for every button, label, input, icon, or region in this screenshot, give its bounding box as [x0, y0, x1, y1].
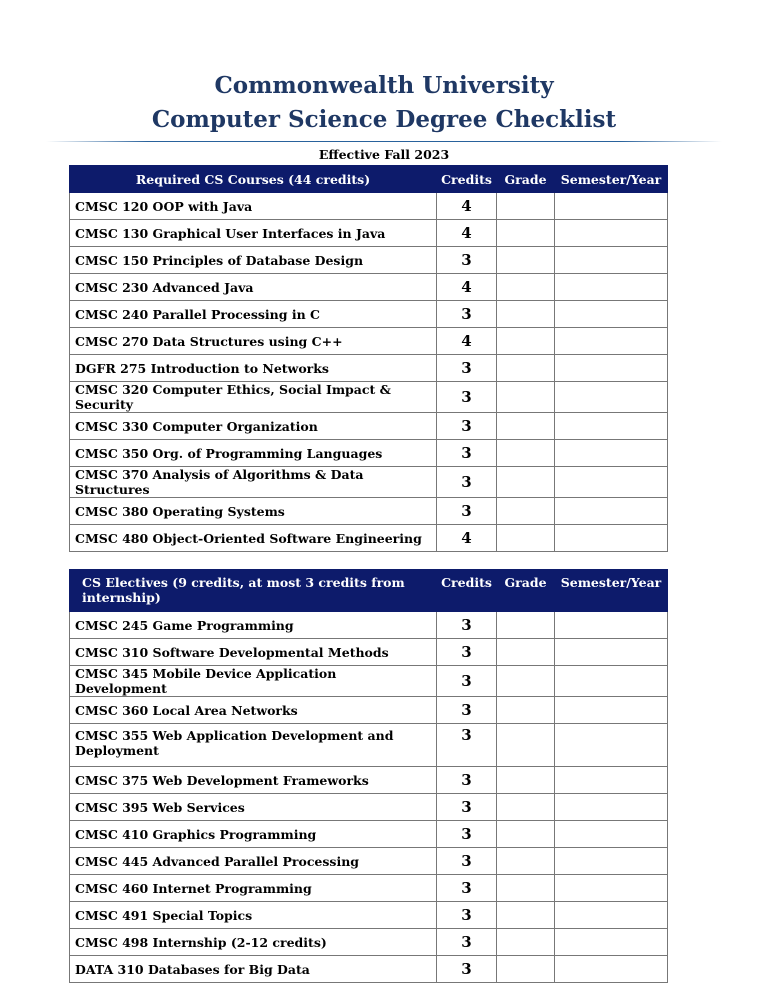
- required-courses-table: [69, 165, 668, 552]
- semester-year-cell[interactable]: [555, 666, 668, 697]
- course-name: CMSC 395 Web Services: [70, 794, 437, 821]
- course-name: CMSC 320 Computer Ethics, Social Impact & Security: [70, 382, 437, 413]
- course-name: CMSC 380 Operating Systems: [70, 498, 437, 525]
- table-row: [70, 929, 668, 956]
- grade-cell[interactable]: [497, 848, 555, 875]
- semester-year-cell[interactable]: [555, 767, 668, 794]
- grade-cell[interactable]: [497, 413, 555, 440]
- required-courses-body: [70, 193, 668, 552]
- elective-courses-body: [70, 612, 668, 983]
- grade-cell[interactable]: [497, 382, 555, 413]
- course-credits: 3: [437, 666, 497, 697]
- course-name: CMSC 491 Special Topics: [70, 902, 437, 929]
- grade-cell[interactable]: [497, 301, 555, 328]
- table-row: [70, 382, 668, 413]
- table-row: [70, 724, 668, 767]
- table-row: [70, 525, 668, 552]
- table-row: [70, 467, 668, 498]
- grade-cell[interactable]: [497, 724, 555, 767]
- grade-cell[interactable]: [497, 956, 555, 983]
- semester-year-cell[interactable]: [555, 956, 668, 983]
- course-name: CMSC 360 Local Area Networks: [70, 697, 437, 724]
- grade-column-header: Grade: [497, 570, 555, 612]
- course-name: CMSC 410 Graphics Programming: [70, 821, 437, 848]
- course-credits: 3: [437, 440, 497, 467]
- course-name: CMSC 130 Graphical User Interfaces in Java: [70, 220, 437, 247]
- course-name: CMSC 270 Data Structures using C++: [70, 328, 437, 355]
- table-row: [70, 301, 668, 328]
- course-credits: 4: [437, 328, 497, 355]
- course-name: CMSC 480 Object-Oriented Software Engineering: [70, 525, 437, 552]
- course-credits: 4: [437, 220, 497, 247]
- table-row: [70, 498, 668, 525]
- course-name: CMSC 498 Internship (2-12 credits): [70, 929, 437, 956]
- table-row: [70, 220, 668, 247]
- course-credits: 3: [437, 612, 497, 639]
- grade-cell[interactable]: [497, 902, 555, 929]
- course-credits: 3: [437, 902, 497, 929]
- table-row: [70, 767, 668, 794]
- semester-year-cell[interactable]: [555, 875, 668, 902]
- credits-column-header: Credits: [437, 166, 497, 193]
- course-credits: 3: [437, 848, 497, 875]
- course-name: DGFR 275 Introduction to Networks: [70, 355, 437, 382]
- table-row: [70, 794, 668, 821]
- semester-year-cell[interactable]: [555, 525, 668, 552]
- credits-column-header: Credits: [437, 570, 497, 612]
- semester-year-cell[interactable]: [555, 328, 668, 355]
- course-credits: 3: [437, 697, 497, 724]
- table-row: [70, 413, 668, 440]
- grade-cell[interactable]: [497, 193, 555, 220]
- semester-year-cell[interactable]: [555, 440, 668, 467]
- grade-cell[interactable]: [497, 794, 555, 821]
- grade-cell[interactable]: [497, 929, 555, 956]
- course-name: CMSC 355 Web Application Development and Deployment: [70, 724, 437, 767]
- elective-courses-table: [69, 569, 668, 983]
- table-row: [70, 956, 668, 983]
- course-name: CMSC 240 Parallel Processing in C: [70, 301, 437, 328]
- grade-cell[interactable]: [497, 498, 555, 525]
- course-name: CMSC 150 Principles of Database Design: [70, 247, 437, 274]
- table-row: [70, 440, 668, 467]
- grade-column-header: Grade: [497, 166, 555, 193]
- electives-heading: CS Electives (9 credits, at most 3 credits from internship): [70, 570, 437, 612]
- course-credits: 3: [437, 498, 497, 525]
- grade-cell[interactable]: [497, 697, 555, 724]
- semester-year-cell[interactable]: [555, 193, 668, 220]
- course-credits: 3: [437, 382, 497, 413]
- semester-year-cell[interactable]: [555, 301, 668, 328]
- semester-year-cell[interactable]: [555, 220, 668, 247]
- table-row: [70, 666, 668, 697]
- grade-cell[interactable]: [497, 355, 555, 382]
- semester-year-cell[interactable]: [555, 794, 668, 821]
- table-row: [70, 639, 668, 666]
- semester-year-cell[interactable]: [555, 848, 668, 875]
- grade-cell[interactable]: [497, 467, 555, 498]
- required-heading: Required CS Courses (44 credits): [70, 166, 437, 193]
- semester-year-cell[interactable]: [555, 355, 668, 382]
- course-name: CMSC 460 Internet Programming: [70, 875, 437, 902]
- semester-year-cell[interactable]: [555, 413, 668, 440]
- semester-year-cell[interactable]: [555, 724, 668, 767]
- semester-year-cell[interactable]: [555, 274, 668, 301]
- table-row: [70, 193, 668, 220]
- required-header-row: [70, 166, 668, 193]
- table-row: [70, 875, 668, 902]
- table-row: [70, 821, 668, 848]
- course-credits: 3: [437, 767, 497, 794]
- semester-year-cell[interactable]: [555, 821, 668, 848]
- course-name: CMSC 445 Advanced Parallel Processing: [70, 848, 437, 875]
- course-name: CMSC 330 Computer Organization: [70, 413, 437, 440]
- course-name: CMSC 350 Org. of Programming Languages: [70, 440, 437, 467]
- semester-year-cell[interactable]: [555, 902, 668, 929]
- table-row: [70, 328, 668, 355]
- course-credits: 4: [437, 193, 497, 220]
- grade-cell[interactable]: [497, 525, 555, 552]
- course-name: CMSC 245 Game Programming: [70, 612, 437, 639]
- grade-cell[interactable]: [497, 612, 555, 639]
- table-row: [70, 247, 668, 274]
- effective-date: Effective Fall 2023: [318, 147, 450, 162]
- grade-cell[interactable]: [497, 821, 555, 848]
- course-credits: 3: [437, 467, 497, 498]
- semester-year-cell[interactable]: [555, 467, 668, 498]
- semester-year-cell[interactable]: [555, 382, 668, 413]
- course-credits: 4: [437, 274, 497, 301]
- grade-cell[interactable]: [497, 220, 555, 247]
- semester-year-cell[interactable]: [555, 498, 668, 525]
- semester-year-cell[interactable]: [555, 929, 668, 956]
- university-name: Commonwealth University: [214, 72, 554, 99]
- semester-year-cell[interactable]: [555, 612, 668, 639]
- title-divider: [46, 141, 722, 142]
- course-credits: 3: [437, 413, 497, 440]
- table-row: [70, 274, 668, 301]
- course-name: CMSC 310 Software Developmental Methods: [70, 639, 437, 666]
- table-row: [70, 612, 668, 639]
- semester-year-cell[interactable]: [555, 247, 668, 274]
- semester-year-cell[interactable]: [555, 639, 668, 666]
- grade-cell[interactable]: [497, 247, 555, 274]
- electives-header-row: [70, 570, 668, 612]
- semester-column-header: Semester/Year: [555, 570, 668, 612]
- course-name: CMSC 375 Web Development Frameworks: [70, 767, 437, 794]
- table-row: [70, 355, 668, 382]
- course-credits: 3: [437, 724, 497, 767]
- course-credits: 3: [437, 956, 497, 983]
- grade-cell[interactable]: [497, 328, 555, 355]
- table-row: [70, 902, 668, 929]
- course-credits: 3: [437, 875, 497, 902]
- grade-cell[interactable]: [497, 767, 555, 794]
- grade-cell[interactable]: [497, 666, 555, 697]
- course-name: DATA 310 Databases for Big Data: [70, 956, 437, 983]
- page-title: Computer Science Degree Checklist: [151, 106, 617, 133]
- course-name: CMSC 120 OOP with Java: [70, 193, 437, 220]
- course-credits: 4: [437, 525, 497, 552]
- grade-cell[interactable]: [497, 274, 555, 301]
- grade-cell[interactable]: [497, 440, 555, 467]
- table-row: [70, 848, 668, 875]
- grade-cell[interactable]: [497, 875, 555, 902]
- semester-column-header: Semester/Year: [555, 166, 668, 193]
- course-credits: 3: [437, 929, 497, 956]
- table-row: [70, 697, 668, 724]
- course-credits: 3: [437, 639, 497, 666]
- course-credits: 3: [437, 821, 497, 848]
- semester-year-cell[interactable]: [555, 697, 668, 724]
- course-credits: 3: [437, 355, 497, 382]
- course-credits: 3: [437, 794, 497, 821]
- course-credits: 3: [437, 301, 497, 328]
- course-name: CMSC 230 Advanced Java: [70, 274, 437, 301]
- course-name: CMSC 345 Mobile Device Application Development: [70, 666, 437, 697]
- grade-cell[interactable]: [497, 639, 555, 666]
- course-name: CMSC 370 Analysis of Algorithms & Data Structures: [70, 467, 437, 498]
- course-credits: 3: [437, 247, 497, 274]
